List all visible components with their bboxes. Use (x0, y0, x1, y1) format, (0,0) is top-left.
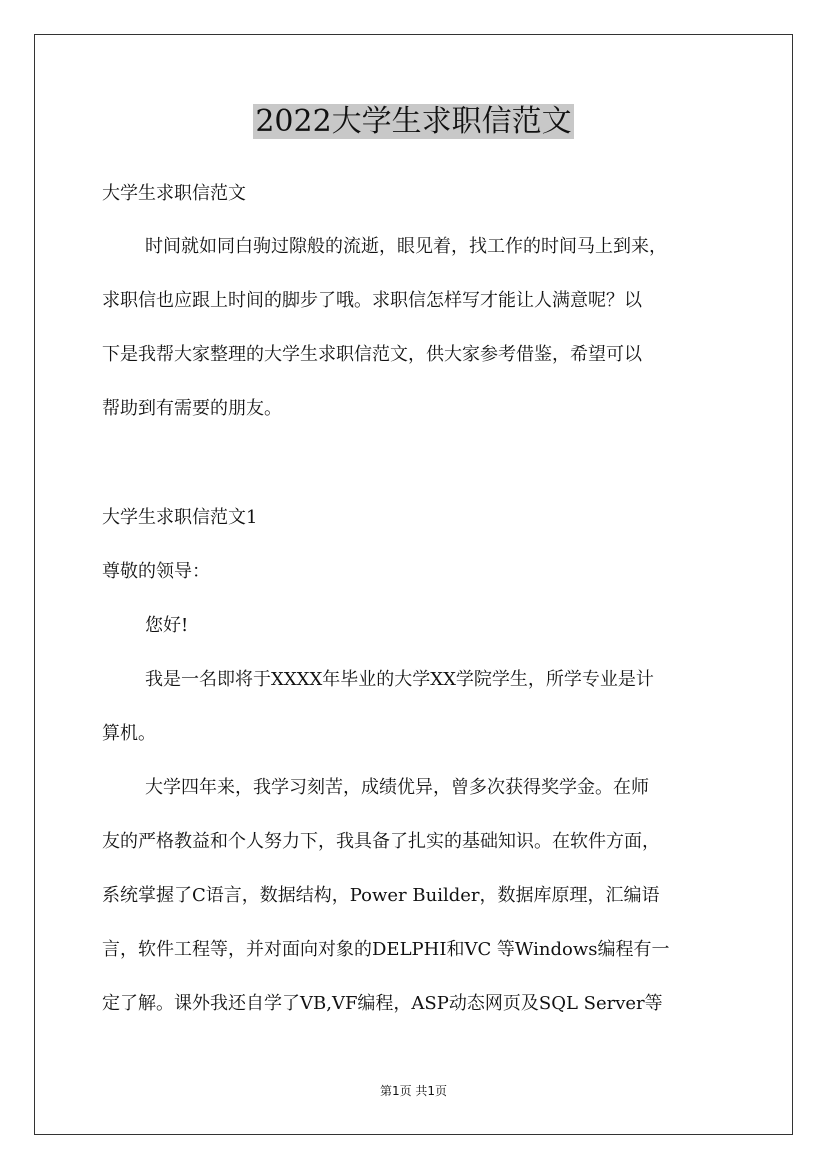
sample-heading: 大学生求职信范文1 (102, 507, 258, 528)
body-line-5: 系统掌握了C语言，数据结构，Power Builder，数据库原理，汇编语 (102, 885, 660, 906)
body-line-7: 定了解。课外我还自学了VB,VF编程，ASP动态网页及SQL Server等 (102, 993, 663, 1014)
section-heading: 大学生求职信范文 (102, 183, 246, 204)
intro-line-3: 下是我帮大家整理的大学生求职信范文，供大家参考借鉴，希望可以 (102, 344, 642, 365)
body-line-6: 言，软件工程等，并对面向对象的DELPHI和VC 等Windows编程有一 (102, 939, 670, 960)
body-line-1: 我是一名即将于XXXX年毕业的大学XX学院学生，所学专业是计 (145, 669, 654, 690)
body-line-3: 大学四年来，我学习刻苦，成绩优异，曾多次获得奖学金。在师 (145, 777, 649, 798)
intro-line-4: 帮助到有需要的朋友。 (102, 398, 282, 419)
page-footer: 第1页 共1页 (379, 1084, 448, 1098)
salutation: 尊敬的领导： (102, 561, 210, 582)
intro-line-1: 时间就如同白驹过隙般的流逝，眼见着，找工作的时间马上到来， (145, 236, 667, 257)
intro-line-2: 求职信也应跟上时间的脚步了哦。求职信怎样写才能让人满意呢？以 (102, 290, 642, 311)
body-line-4: 友的严格教益和个人努力下，我具备了扎实的基础知识。在软件方面， (102, 831, 660, 852)
document-title (0, 102, 827, 142)
document-title-text: 2022大学生求职信范文 (255, 104, 572, 139)
body-line-2: 算机。 (102, 723, 156, 744)
greeting: 您好! (145, 615, 189, 636)
